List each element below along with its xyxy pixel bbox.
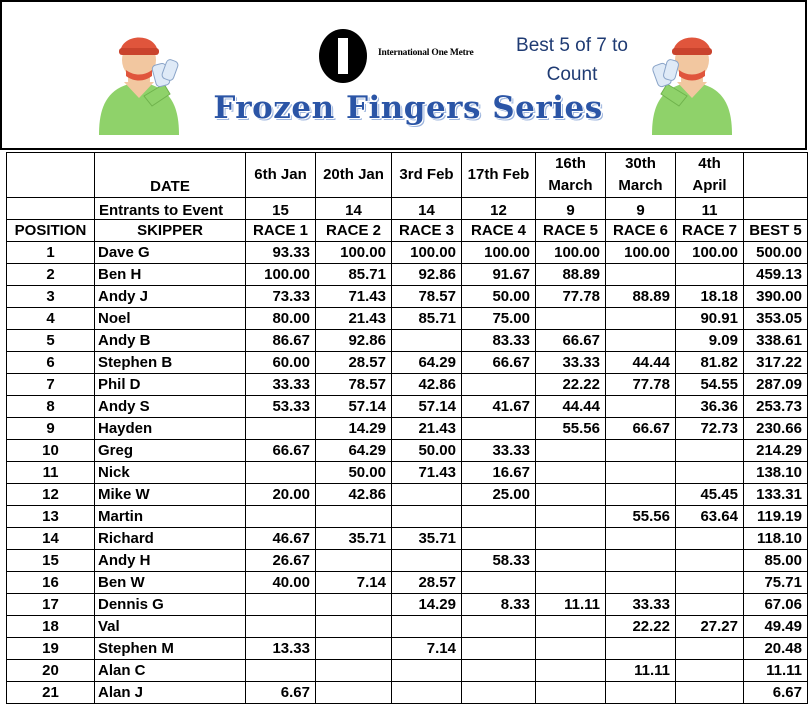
table-row	[7, 506, 808, 528]
column-header: RACE 7	[676, 220, 744, 242]
race-score-cell	[606, 330, 676, 352]
entrants-count: 12	[462, 198, 536, 220]
race-score-cell: 53.33	[246, 396, 316, 418]
race-score-cell: 81.82	[676, 352, 744, 374]
race-score-cell	[676, 550, 744, 572]
race-score-cell: 28.57	[316, 352, 392, 374]
cold-person-right-icon	[647, 20, 737, 135]
best5-total-cell: 85.00	[744, 550, 808, 572]
race-score-cell: 6.67	[246, 682, 316, 704]
position-cell: 4	[7, 308, 95, 330]
race-score-cell	[462, 418, 536, 440]
race-score-cell	[536, 616, 606, 638]
race-score-cell	[606, 484, 676, 506]
race-date-line: March	[618, 177, 663, 194]
race-score-cell	[676, 572, 744, 594]
position-cell: 18	[7, 616, 95, 638]
race-score-cell	[392, 330, 462, 352]
best-count-note	[497, 31, 647, 89]
race-score-cell	[606, 264, 676, 286]
race-score-cell: 42.86	[316, 484, 392, 506]
race-score-cell	[606, 396, 676, 418]
best5-total-cell: 253.73	[744, 396, 808, 418]
race-score-cell: 21.43	[392, 418, 462, 440]
race-score-cell: 100.00	[536, 242, 606, 264]
race-score-cell: 66.67	[462, 352, 536, 374]
results-table	[6, 152, 808, 704]
entrants-row	[7, 198, 808, 220]
race-score-cell	[536, 572, 606, 594]
race-score-cell: 33.33	[462, 440, 536, 462]
position-cell: 7	[7, 374, 95, 396]
race-score-cell	[536, 638, 606, 660]
skipper-cell: Nick	[95, 462, 246, 484]
position-cell: 10	[7, 440, 95, 462]
best5-total-cell: 500.00	[744, 242, 808, 264]
race-score-cell: 41.67	[462, 396, 536, 418]
race-score-cell: 18.18	[676, 286, 744, 308]
race-score-cell: 86.67	[246, 330, 316, 352]
race-score-cell: 90.91	[676, 308, 744, 330]
race-date	[316, 153, 392, 198]
race-date-line: April	[692, 177, 727, 194]
table-row	[7, 264, 808, 286]
race-score-cell: 21.43	[316, 308, 392, 330]
table-row	[7, 550, 808, 572]
table-row	[7, 242, 808, 264]
best5-total-cell: 317.22	[744, 352, 808, 374]
race-score-cell	[676, 440, 744, 462]
race-score-cell: 100.00	[246, 264, 316, 286]
race-date-line: 17th Feb	[467, 166, 530, 183]
race-score-cell: 100.00	[392, 242, 462, 264]
race-score-cell: 57.14	[316, 396, 392, 418]
race-score-cell: 22.22	[606, 616, 676, 638]
column-header: RACE 3	[392, 220, 462, 242]
race-score-cell: 91.67	[462, 264, 536, 286]
race-date-line: 16th	[555, 155, 586, 172]
race-score-cell: 78.57	[316, 374, 392, 396]
race-score-cell	[536, 682, 606, 704]
table-row	[7, 330, 808, 352]
race-score-cell	[536, 462, 606, 484]
column-header: RACE 5	[536, 220, 606, 242]
entrants-count: 14	[316, 198, 392, 220]
skipper-cell: Dave G	[95, 242, 246, 264]
table-row	[7, 682, 808, 704]
race-score-cell: 78.57	[392, 286, 462, 308]
race-score-cell: 55.56	[606, 506, 676, 528]
race-score-cell: 42.86	[392, 374, 462, 396]
skipper-cell: Stephen M	[95, 638, 246, 660]
race-score-cell: 33.33	[246, 374, 316, 396]
race-score-cell: 46.67	[246, 528, 316, 550]
race-score-cell: 66.67	[536, 330, 606, 352]
race-score-cell: 7.14	[316, 572, 392, 594]
race-score-cell: 85.71	[316, 264, 392, 286]
empty-header-cell	[744, 153, 808, 198]
race-score-cell: 11.11	[536, 594, 606, 616]
race-score-cell	[246, 462, 316, 484]
race-score-cell: 44.44	[606, 352, 676, 374]
entrants-count: 15	[246, 198, 316, 220]
race-score-cell	[462, 528, 536, 550]
skipper-cell: Alan J	[95, 682, 246, 704]
race-score-cell: 100.00	[316, 242, 392, 264]
race-score-cell: 64.29	[392, 352, 462, 374]
entrants-count: 9	[536, 198, 606, 220]
race-score-cell	[606, 638, 676, 660]
race-score-cell: 35.71	[316, 528, 392, 550]
race-score-cell: 77.78	[536, 286, 606, 308]
race-score-cell: 35.71	[392, 528, 462, 550]
best5-total-cell: 133.31	[744, 484, 808, 506]
empty-header-cell	[7, 198, 95, 220]
race-score-cell	[316, 506, 392, 528]
race-score-cell	[606, 440, 676, 462]
race-date-line: 4th	[698, 155, 721, 172]
race-score-cell: 55.56	[536, 418, 606, 440]
race-date	[676, 153, 744, 198]
position-cell: 19	[7, 638, 95, 660]
best5-total-cell: 353.05	[744, 308, 808, 330]
best5-total-cell: 287.09	[744, 374, 808, 396]
skipper-cell: Andy S	[95, 396, 246, 418]
race-score-cell: 9.09	[676, 330, 744, 352]
best5-total-cell: 49.49	[744, 616, 808, 638]
class-name: International One Metre	[378, 48, 474, 58]
table-row	[7, 308, 808, 330]
race-score-cell: 22.22	[536, 374, 606, 396]
date-label: DATE	[95, 153, 246, 198]
table-row	[7, 638, 808, 660]
race-score-cell	[316, 594, 392, 616]
table-row	[7, 660, 808, 682]
race-score-cell	[536, 528, 606, 550]
table-row	[7, 594, 808, 616]
race-score-cell	[246, 594, 316, 616]
skipper-cell: Phil D	[95, 374, 246, 396]
race-score-cell: 71.43	[316, 286, 392, 308]
skipper-cell: Andy J	[95, 286, 246, 308]
race-score-cell	[606, 462, 676, 484]
race-score-cell: 25.00	[462, 484, 536, 506]
race-score-cell: 58.33	[462, 550, 536, 572]
race-score-cell	[606, 572, 676, 594]
race-score-cell: 83.33	[462, 330, 536, 352]
entrants-count: 9	[606, 198, 676, 220]
column-header: SKIPPER	[95, 220, 246, 242]
column-header-row	[7, 220, 808, 242]
race-score-cell: 88.89	[536, 264, 606, 286]
race-score-cell	[462, 572, 536, 594]
race-score-cell	[392, 506, 462, 528]
race-score-cell	[316, 638, 392, 660]
column-header: POSITION	[7, 220, 95, 242]
position-cell: 3	[7, 286, 95, 308]
race-score-cell: 8.33	[462, 594, 536, 616]
race-score-cell	[462, 616, 536, 638]
race-score-cell	[676, 462, 744, 484]
best-count-note-line: Count	[546, 64, 598, 85]
position-cell: 16	[7, 572, 95, 594]
position-cell: 9	[7, 418, 95, 440]
column-header: RACE 6	[606, 220, 676, 242]
race-score-cell	[316, 550, 392, 572]
position-cell: 13	[7, 506, 95, 528]
table-row	[7, 462, 808, 484]
best5-total-cell: 75.71	[744, 572, 808, 594]
race-score-cell	[316, 660, 392, 682]
race-score-cell: 13.33	[246, 638, 316, 660]
column-header: RACE 2	[316, 220, 392, 242]
race-date-line: 3rd Feb	[399, 166, 454, 183]
skipper-cell: Greg	[95, 440, 246, 462]
race-score-cell	[462, 506, 536, 528]
race-score-cell	[462, 638, 536, 660]
position-cell: 21	[7, 682, 95, 704]
skipper-cell: Mike W	[95, 484, 246, 506]
race-date	[246, 153, 316, 198]
best5-total-cell: 119.19	[744, 506, 808, 528]
race-score-cell: 50.00	[392, 440, 462, 462]
skipper-cell: Ben W	[95, 572, 246, 594]
race-score-cell	[536, 484, 606, 506]
table-row	[7, 484, 808, 506]
class-logo-icon	[318, 28, 368, 84]
best5-total-cell: 20.48	[744, 638, 808, 660]
race-score-cell	[606, 528, 676, 550]
race-score-cell	[676, 660, 744, 682]
skipper-cell: Noel	[95, 308, 246, 330]
race-score-cell	[676, 682, 744, 704]
race-score-cell: 66.67	[246, 440, 316, 462]
skipper-cell: Andy H	[95, 550, 246, 572]
race-score-cell: 72.73	[676, 418, 744, 440]
race-score-cell	[676, 528, 744, 550]
best5-total-cell: 6.67	[744, 682, 808, 704]
race-score-cell	[316, 682, 392, 704]
race-score-cell: 63.64	[676, 506, 744, 528]
entrants-label: Entrants to Event	[95, 198, 246, 220]
best5-total-cell: 338.61	[744, 330, 808, 352]
race-score-cell	[606, 308, 676, 330]
skipper-cell: Martin	[95, 506, 246, 528]
race-score-cell	[606, 682, 676, 704]
race-score-cell	[676, 264, 744, 286]
race-score-cell	[392, 550, 462, 572]
race-score-cell: 77.78	[606, 374, 676, 396]
skipper-cell: Val	[95, 616, 246, 638]
skipper-cell: Hayden	[95, 418, 246, 440]
race-score-cell: 57.14	[392, 396, 462, 418]
race-score-cell: 27.27	[676, 616, 744, 638]
position-cell: 5	[7, 330, 95, 352]
race-score-cell: 73.33	[246, 286, 316, 308]
race-score-cell: 88.89	[606, 286, 676, 308]
table-row	[7, 440, 808, 462]
race-score-cell	[536, 308, 606, 330]
race-score-cell	[676, 638, 744, 660]
race-score-cell: 80.00	[246, 308, 316, 330]
table-row	[7, 374, 808, 396]
best-count-note-line: Best 5 of 7 to	[516, 35, 628, 56]
best5-total-cell: 118.10	[744, 528, 808, 550]
race-score-cell: 60.00	[246, 352, 316, 374]
race-score-cell	[606, 550, 676, 572]
race-score-cell	[246, 660, 316, 682]
skipper-cell: Andy B	[95, 330, 246, 352]
race-score-cell	[392, 660, 462, 682]
race-date	[606, 153, 676, 198]
race-score-cell	[676, 594, 744, 616]
race-score-cell: 16.67	[462, 462, 536, 484]
skipper-cell: Ben H	[95, 264, 246, 286]
best5-total-cell: 390.00	[744, 286, 808, 308]
race-score-cell: 100.00	[462, 242, 536, 264]
position-cell: 6	[7, 352, 95, 374]
race-date	[536, 153, 606, 198]
race-score-cell: 92.86	[316, 330, 392, 352]
column-header: RACE 1	[246, 220, 316, 242]
position-cell: 14	[7, 528, 95, 550]
race-date	[392, 153, 462, 198]
race-score-cell: 36.36	[676, 396, 744, 418]
best5-total-cell: 11.11	[744, 660, 808, 682]
race-score-cell	[536, 660, 606, 682]
table-row	[7, 396, 808, 418]
race-score-cell: 54.55	[676, 374, 744, 396]
skipper-cell: Dennis G	[95, 594, 246, 616]
race-score-cell: 50.00	[316, 462, 392, 484]
entrants-count: 14	[392, 198, 462, 220]
best5-total-cell: 138.10	[744, 462, 808, 484]
race-score-cell: 26.67	[246, 550, 316, 572]
position-cell: 2	[7, 264, 95, 286]
header-banner	[0, 0, 807, 150]
race-date-line: 30th	[625, 155, 656, 172]
race-score-cell	[462, 682, 536, 704]
race-score-cell: 45.45	[676, 484, 744, 506]
race-score-cell: 14.29	[316, 418, 392, 440]
position-cell: 12	[7, 484, 95, 506]
race-score-cell: 7.14	[392, 638, 462, 660]
race-score-cell	[316, 616, 392, 638]
race-score-cell	[536, 506, 606, 528]
table-row	[7, 528, 808, 550]
race-score-cell: 100.00	[676, 242, 744, 264]
race-score-cell: 75.00	[462, 308, 536, 330]
race-score-cell: 14.29	[392, 594, 462, 616]
table-row	[7, 616, 808, 638]
race-score-cell: 11.11	[606, 660, 676, 682]
column-header: BEST 5	[744, 220, 808, 242]
date-header-row	[7, 153, 808, 198]
race-score-cell: 20.00	[246, 484, 316, 506]
race-score-cell	[462, 374, 536, 396]
position-cell: 1	[7, 242, 95, 264]
table-row	[7, 286, 808, 308]
skipper-cell: Stephen B	[95, 352, 246, 374]
race-score-cell: 93.33	[246, 242, 316, 264]
race-score-cell	[392, 616, 462, 638]
race-score-cell: 66.67	[606, 418, 676, 440]
skipper-cell: Richard	[95, 528, 246, 550]
race-score-cell: 33.33	[606, 594, 676, 616]
race-score-cell	[246, 418, 316, 440]
race-score-cell	[462, 660, 536, 682]
empty-header-cell	[744, 198, 808, 220]
race-score-cell: 64.29	[316, 440, 392, 462]
race-date-line: March	[548, 177, 593, 194]
race-date-line: 20th Jan	[323, 166, 384, 183]
race-score-cell: 44.44	[536, 396, 606, 418]
best5-total-cell: 67.06	[744, 594, 808, 616]
race-score-cell: 28.57	[392, 572, 462, 594]
position-cell: 8	[7, 396, 95, 418]
race-date	[462, 153, 536, 198]
race-score-cell: 40.00	[246, 572, 316, 594]
race-score-cell	[536, 550, 606, 572]
race-score-cell: 85.71	[392, 308, 462, 330]
position-cell: 15	[7, 550, 95, 572]
race-score-cell: 33.33	[536, 352, 606, 374]
entrants-count: 11	[676, 198, 744, 220]
race-score-cell: 50.00	[462, 286, 536, 308]
cold-person-left-icon	[94, 20, 184, 135]
position-cell: 17	[7, 594, 95, 616]
race-score-cell: 71.43	[392, 462, 462, 484]
best5-total-cell: 459.13	[744, 264, 808, 286]
race-score-cell	[246, 616, 316, 638]
best5-total-cell: 230.66	[744, 418, 808, 440]
position-cell: 20	[7, 660, 95, 682]
series-title: Frozen Fingers Series	[213, 90, 603, 126]
empty-header-cell	[7, 153, 95, 198]
table-row	[7, 418, 808, 440]
race-date-line: 6th Jan	[254, 166, 307, 183]
race-score-cell	[536, 440, 606, 462]
race-score-cell	[392, 484, 462, 506]
race-score-cell	[246, 506, 316, 528]
race-score-cell	[392, 682, 462, 704]
column-header: RACE 4	[462, 220, 536, 242]
table-row	[7, 572, 808, 594]
skipper-cell: Alan C	[95, 660, 246, 682]
position-cell: 11	[7, 462, 95, 484]
table-row	[7, 352, 808, 374]
best5-total-cell: 214.29	[744, 440, 808, 462]
race-score-cell: 100.00	[606, 242, 676, 264]
race-score-cell: 92.86	[392, 264, 462, 286]
